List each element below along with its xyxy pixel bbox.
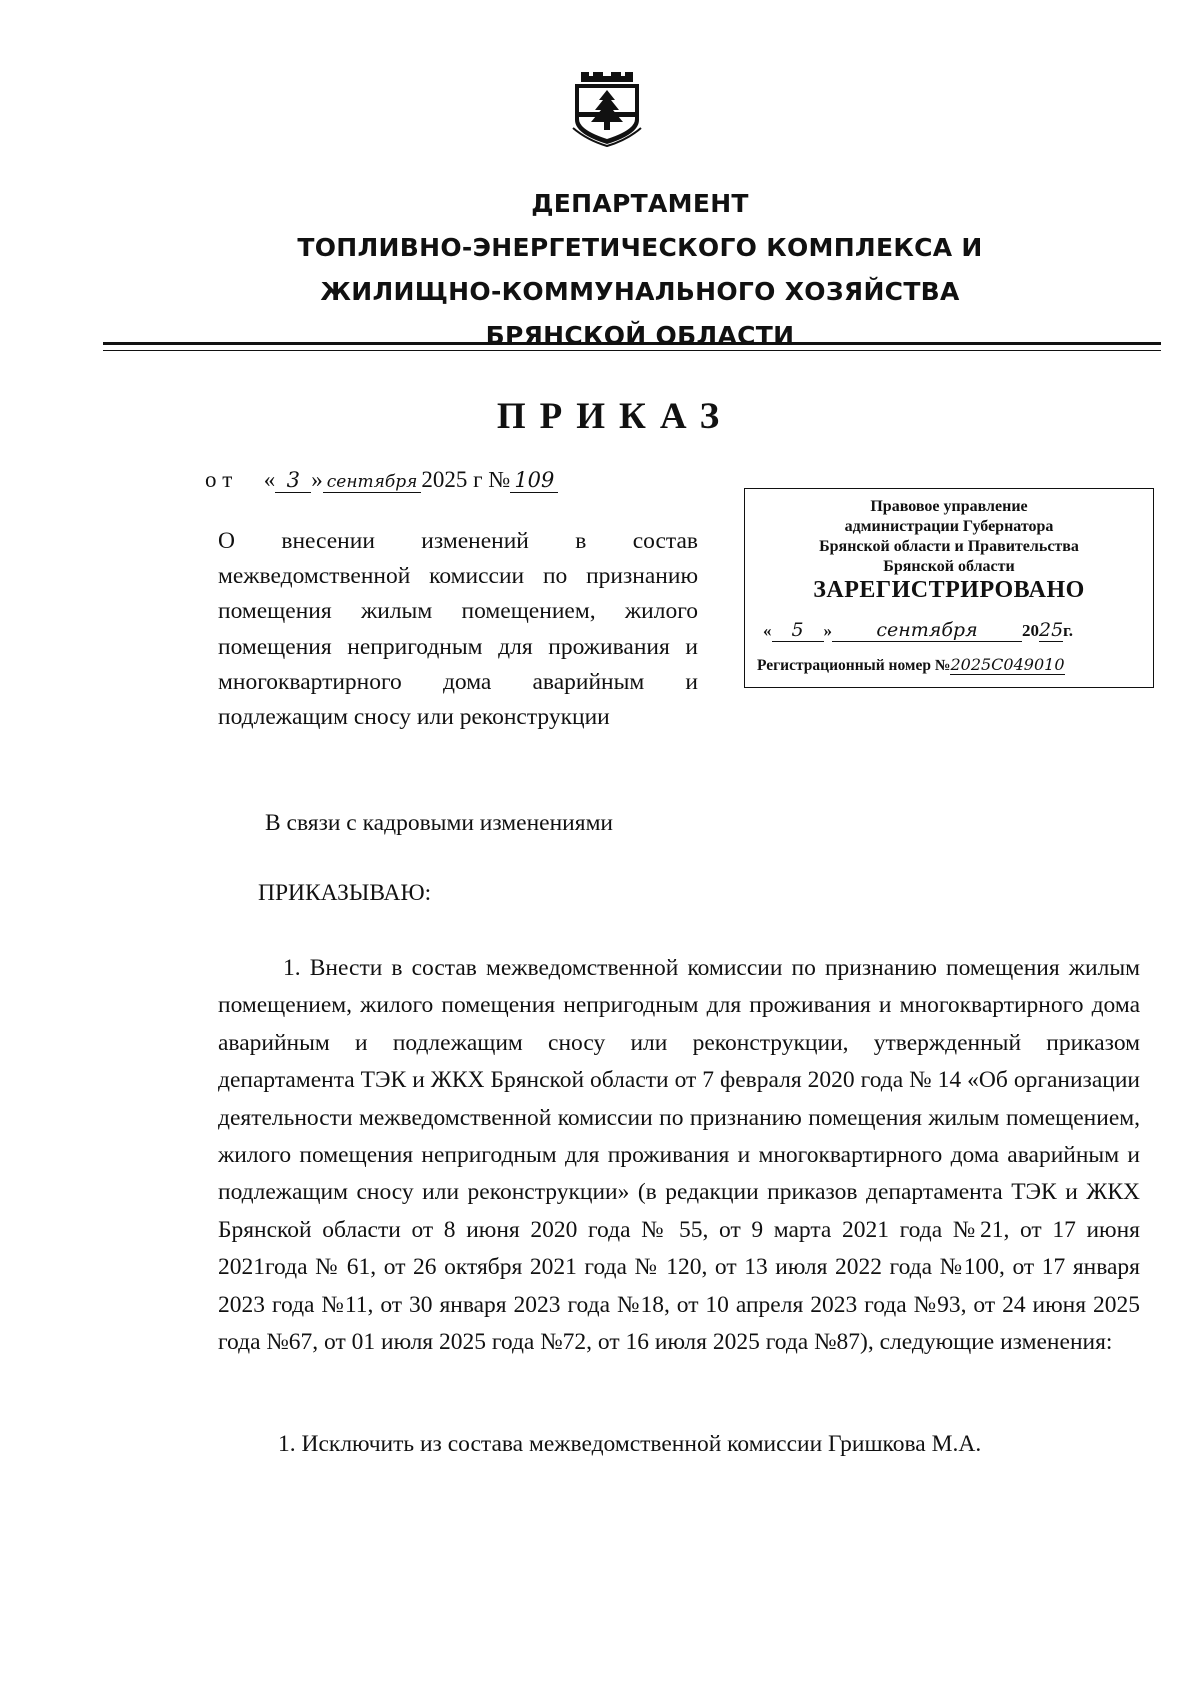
stamp-status: ЗАРЕГИСТРИРОВАНО bbox=[813, 577, 1085, 603]
subject-text: О внесении изменений в состав межведомственной комиссии по признанию помещения жилым помещением, жилого помещения непригодным для проживания и многоквартирного дома аварийным и bbox=[218, 528, 698, 695]
stamp-date-year-prefix: 20 bbox=[1022, 621, 1039, 640]
order-quote-open: « bbox=[263, 467, 276, 492]
stamp-line-1: Правовое управление bbox=[870, 498, 1028, 515]
reason-text: В связи с кадровыми изменениями bbox=[265, 810, 614, 836]
item-1: 1. Исключить из состава межведомственной комиссии Гришкова М.А. bbox=[278, 1431, 982, 1457]
order-date-line bbox=[205, 467, 558, 493]
order-prefix: от bbox=[205, 467, 239, 492]
stamp-date-year-suffix: 25 bbox=[1039, 619, 1064, 641]
order-body bbox=[218, 950, 1140, 1361]
registration-stamp bbox=[744, 488, 1154, 688]
header-line-2: ТОПЛИВНО-ЭНЕРГЕТИЧЕСКОГО КОМПЛЕКСА И bbox=[297, 233, 983, 262]
subject-last-line: подлежащим сносу или реконструкции bbox=[218, 704, 610, 731]
order-number-label: № bbox=[488, 467, 511, 492]
paragraph-1: 1. Внести в состав межведомственной комиссии по признанию помещения жилым помещением, жилого помещения непригодным для проживания и многоквартирного дома аварийным и подлежащим сносу или реконструкции, утвержденный приказом департамента ТЭК и ЖКХ Брянской области от 7 февраля 2020 года № 14 «Об организации деятельности межведомственной комиссии по признанию помещения жилым помещением, жилого помещения непригодным для проживания и многоквартирного дома аварийным и подлежащим сносу или реконструкции» (в редакции приказов департамента ТЭК и ЖКХ Брянской области от 8 июня 2020 года № 55, от 9 марта 2021 года №21, от 17 июня 2021года № 61, от 26 октября 2021 года № 120, от 13 июля 2022 года №100, от 17 января 2023 года №11, от 30 января 2023 года №18, от 10 апреля 2023 года №93, от 24 июня 2025 года №67, от 01 июля 2025 года №72, от 16 июля 2025 года №87), следующие изменения: bbox=[218, 955, 1140, 1356]
stamp-date-quote-open: « bbox=[763, 621, 772, 640]
order-day: 3 bbox=[275, 468, 311, 493]
order-quote-close: » bbox=[311, 467, 323, 492]
stamp-line-3: Брянской области и Правительства bbox=[819, 538, 1079, 555]
stamp-authority bbox=[745, 497, 1153, 577]
header-line-1: ДЕПАРТАМЕНТ bbox=[531, 189, 749, 218]
stamp-date bbox=[763, 619, 1141, 642]
coat-of-arms-emblem bbox=[567, 68, 647, 148]
stamp-date-day: 5 bbox=[772, 619, 824, 642]
stamp-line-4: Брянской области bbox=[883, 558, 1015, 575]
order-number: 109 bbox=[510, 468, 558, 493]
document-title: ПРИКАЗ bbox=[496, 396, 734, 437]
order-word: ПРИКАЗЫВАЮ: bbox=[258, 880, 432, 906]
order-year: 2025 г bbox=[421, 467, 483, 492]
header-line-4: БРЯНСКОЙ ОБЛАСТИ bbox=[485, 321, 795, 350]
stamp-reg-number: 2025C049010 bbox=[950, 655, 1065, 674]
stamp-registration bbox=[757, 655, 1065, 675]
order-month: сентября bbox=[323, 472, 422, 493]
order-subject bbox=[218, 524, 698, 735]
stamp-date-year-unit: г. bbox=[1063, 621, 1074, 640]
department-header bbox=[200, 182, 1080, 358]
stamp-line-2: администрации Губернатора bbox=[844, 518, 1054, 535]
header-rule-thin bbox=[103, 350, 1161, 351]
stamp-reg-label: Регистрационный номер № bbox=[757, 657, 951, 674]
header-rule-thick bbox=[103, 342, 1161, 345]
header-line-3: ЖИЛИЩНО-КОММУНАЛЬНОГО ХОЗЯЙСТВА bbox=[320, 277, 960, 306]
stamp-date-month: сентября bbox=[832, 619, 1022, 642]
stamp-date-quote-close: » bbox=[823, 621, 832, 640]
